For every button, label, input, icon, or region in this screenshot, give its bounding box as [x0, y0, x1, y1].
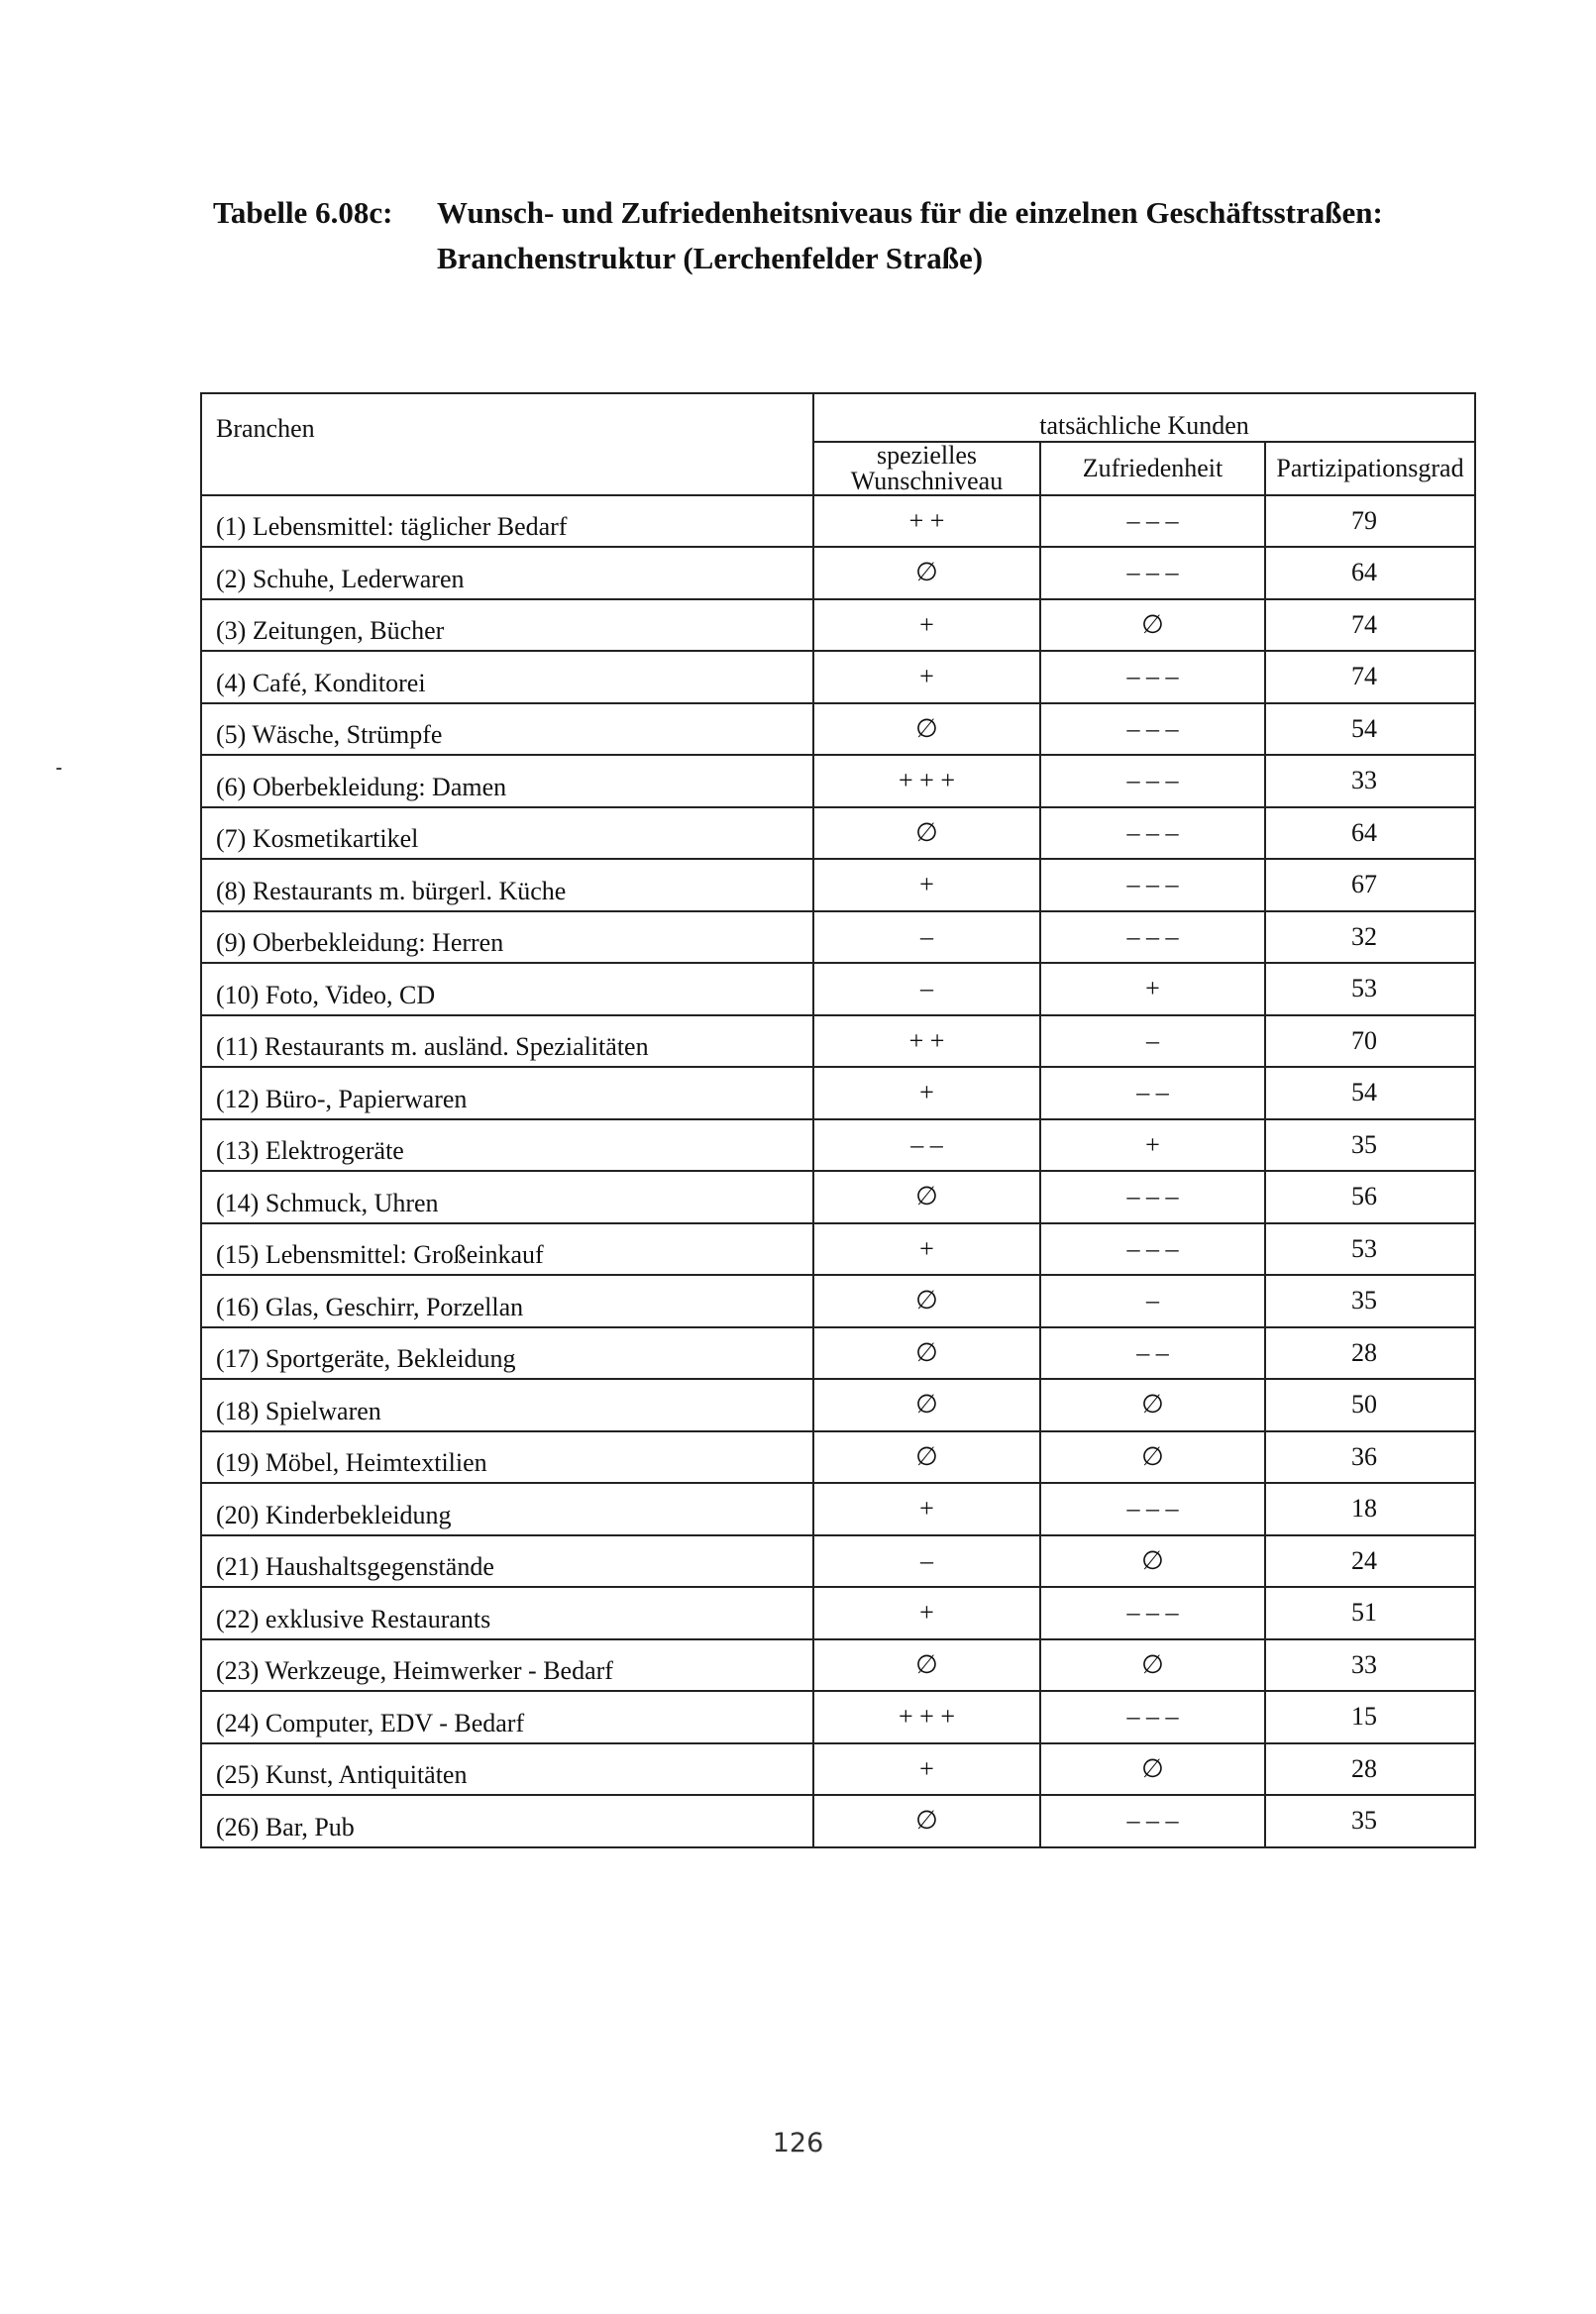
cell-branche: (11) Restaurants m. ausländ. Spezialitäten	[201, 1015, 813, 1068]
cell-wunsch: +	[813, 599, 1040, 652]
table-row	[201, 1587, 1475, 1639]
header-group-kunden: tatsächliche Kunden	[813, 393, 1475, 442]
cell-partizipation: 18	[1265, 1483, 1475, 1535]
cell-branche: (10) Foto, Video, CD	[201, 963, 813, 1015]
cell-zufriedenheit: ∅	[1040, 1639, 1265, 1692]
cell-zufriedenheit: ∅	[1040, 1431, 1265, 1484]
cell-partizipation: 51	[1265, 1587, 1475, 1639]
cell-zufriedenheit: +	[1040, 963, 1265, 1015]
cell-zufriedenheit: – – –	[1040, 1483, 1265, 1535]
cell-partizipation: 54	[1265, 1067, 1475, 1119]
cell-branche: (20) Kinderbekleidung	[201, 1483, 813, 1535]
cell-zufriedenheit: – – –	[1040, 547, 1265, 599]
cell-partizipation: 32	[1265, 911, 1475, 964]
cell-wunsch: – –	[813, 1119, 1040, 1172]
cell-wunsch: ∅	[813, 547, 1040, 599]
table-row	[201, 1743, 1475, 1796]
cell-zufriedenheit: – – –	[1040, 1223, 1265, 1276]
cell-wunsch: –	[813, 1535, 1040, 1588]
table-row	[201, 1327, 1475, 1380]
caption-line-1: Wunsch- und Zufriedenheitsniveaus für die einzelnen Geschäftsstraßen:	[437, 195, 1383, 230]
cell-wunsch: +	[813, 1223, 1040, 1276]
cell-zufriedenheit: ∅	[1040, 1743, 1265, 1796]
header-zufriedenheit: Zufriedenheit	[1040, 442, 1265, 495]
table-row	[201, 1119, 1475, 1172]
cell-wunsch: ∅	[813, 1275, 1040, 1327]
cell-branche: (7) Kosmetikartikel	[201, 807, 813, 860]
cell-zufriedenheit: – – –	[1040, 911, 1265, 964]
caption-line-2: Branchenstruktur (Lerchenfelder Straße)	[437, 241, 984, 275]
header-branchen: Branchen	[201, 393, 813, 495]
cell-wunsch: + +	[813, 495, 1040, 548]
cell-branche: (6) Oberbekleidung: Damen	[201, 755, 813, 807]
cell-branche: (19) Möbel, Heimtextilien	[201, 1431, 813, 1484]
cell-zufriedenheit: – –	[1040, 1327, 1265, 1380]
cell-zufriedenheit: – – –	[1040, 859, 1265, 911]
table-row	[201, 1691, 1475, 1743]
cell-partizipation: 24	[1265, 1535, 1475, 1588]
cell-branche: (12) Büro-, Papierwaren	[201, 1067, 813, 1119]
cell-zufriedenheit: –	[1040, 1015, 1265, 1068]
cell-branche: (13) Elektrogeräte	[201, 1119, 813, 1172]
cell-branche: (14) Schmuck, Uhren	[201, 1171, 813, 1223]
cell-wunsch: +	[813, 1743, 1040, 1796]
cell-branche: (24) Computer, EDV - Bedarf	[201, 1691, 813, 1743]
cell-partizipation: 74	[1265, 651, 1475, 703]
cell-branche: (17) Sportgeräte, Bekleidung	[201, 1327, 813, 1380]
cell-partizipation: 64	[1265, 807, 1475, 860]
cell-partizipation: 74	[1265, 599, 1475, 652]
cell-zufriedenheit: – – –	[1040, 1171, 1265, 1223]
header-partizipation: Partizipationsgrad	[1265, 442, 1475, 495]
cell-partizipation: 67	[1265, 859, 1475, 911]
header-row-top	[201, 393, 1475, 442]
table-row	[201, 651, 1475, 703]
cell-branche: (9) Oberbekleidung: Herren	[201, 911, 813, 964]
cell-wunsch: +	[813, 1587, 1040, 1639]
cell-partizipation: 33	[1265, 1639, 1475, 1692]
cell-zufriedenheit: +	[1040, 1119, 1265, 1172]
table-row	[201, 1171, 1475, 1223]
table-caption	[213, 190, 1501, 281]
page-number: 126	[772, 2128, 824, 2158]
cell-branche: (21) Haushaltsgegenstände	[201, 1535, 813, 1588]
cell-branche: (25) Kunst, Antiquitäten	[201, 1743, 813, 1796]
cell-wunsch: ∅	[813, 1327, 1040, 1380]
cell-wunsch: + +	[813, 1015, 1040, 1068]
table-row	[201, 1223, 1475, 1276]
table-row	[201, 911, 1475, 964]
cell-wunsch: ∅	[813, 1431, 1040, 1484]
cell-partizipation: 15	[1265, 1691, 1475, 1743]
table-row	[201, 1483, 1475, 1535]
cell-partizipation: 33	[1265, 755, 1475, 807]
data-table	[200, 392, 1476, 1848]
cell-partizipation: 79	[1265, 495, 1475, 548]
cell-branche: (26) Bar, Pub	[201, 1795, 813, 1847]
table-row	[201, 1535, 1475, 1588]
cell-branche: (5) Wäsche, Strümpfe	[201, 703, 813, 756]
table-row	[201, 807, 1475, 860]
cell-partizipation: 70	[1265, 1015, 1475, 1068]
cell-wunsch: ∅	[813, 1379, 1040, 1431]
cell-branche: (3) Zeitungen, Bücher	[201, 599, 813, 652]
cell-wunsch: +	[813, 1483, 1040, 1535]
cell-zufriedenheit: – – –	[1040, 1795, 1265, 1847]
cell-partizipation: 53	[1265, 1223, 1475, 1276]
table-row	[201, 1639, 1475, 1692]
cell-wunsch: ∅	[813, 1639, 1040, 1692]
cell-wunsch: + + +	[813, 1691, 1040, 1743]
cell-partizipation: 35	[1265, 1795, 1475, 1847]
table-row	[201, 963, 1475, 1015]
table-row	[201, 703, 1475, 756]
cell-zufriedenheit: – –	[1040, 1067, 1265, 1119]
table-row	[201, 1795, 1475, 1847]
cell-wunsch: ∅	[813, 807, 1040, 860]
table-row	[201, 599, 1475, 652]
cell-partizipation: 54	[1265, 703, 1475, 756]
cell-branche: (4) Café, Konditorei	[201, 651, 813, 703]
cell-partizipation: 50	[1265, 1379, 1475, 1431]
table-row	[201, 1431, 1475, 1484]
cell-wunsch: ∅	[813, 1171, 1040, 1223]
cell-wunsch: ∅	[813, 1795, 1040, 1847]
cell-zufriedenheit: – – –	[1040, 703, 1265, 756]
cell-partizipation: 56	[1265, 1171, 1475, 1223]
cell-partizipation: 28	[1265, 1743, 1475, 1796]
table-row	[201, 1015, 1475, 1068]
cell-branche: (18) Spielwaren	[201, 1379, 813, 1431]
cell-wunsch: –	[813, 911, 1040, 964]
cell-zufriedenheit: – – –	[1040, 651, 1265, 703]
cell-branche: (16) Glas, Geschirr, Porzellan	[201, 1275, 813, 1327]
cell-zufriedenheit: ∅	[1040, 599, 1265, 652]
cell-zufriedenheit: ∅	[1040, 1379, 1265, 1431]
cell-wunsch: +	[813, 651, 1040, 703]
margin-mark	[56, 768, 61, 770]
cell-wunsch: + + +	[813, 755, 1040, 807]
cell-zufriedenheit: –	[1040, 1275, 1265, 1327]
table-row	[201, 547, 1475, 599]
cell-zufriedenheit: – – –	[1040, 755, 1265, 807]
cell-branche: (15) Lebensmittel: Großeinkauf	[201, 1223, 813, 1276]
table-row	[201, 859, 1475, 911]
table-row	[201, 1379, 1475, 1431]
cell-wunsch: +	[813, 1067, 1040, 1119]
table-row	[201, 755, 1475, 807]
cell-partizipation: 35	[1265, 1275, 1475, 1327]
cell-partizipation: 36	[1265, 1431, 1475, 1484]
cell-branche: (22) exklusive Restaurants	[201, 1587, 813, 1639]
cell-zufriedenheit: – – –	[1040, 807, 1265, 860]
cell-zufriedenheit: ∅	[1040, 1535, 1265, 1588]
cell-partizipation: 64	[1265, 547, 1475, 599]
cell-zufriedenheit: – – –	[1040, 1587, 1265, 1639]
cell-branche: (1) Lebensmittel: täglicher Bedarf	[201, 495, 813, 548]
cell-wunsch: +	[813, 859, 1040, 911]
cell-branche: (8) Restaurants m. bürgerl. Küche	[201, 859, 813, 911]
cell-branche: (23) Werkzeuge, Heimwerker - Bedarf	[201, 1639, 813, 1692]
cell-wunsch: ∅	[813, 703, 1040, 756]
cell-partizipation: 28	[1265, 1327, 1475, 1380]
cell-partizipation: 35	[1265, 1119, 1475, 1172]
table-row	[201, 495, 1475, 548]
table-row	[201, 1275, 1475, 1327]
table-row	[201, 1067, 1475, 1119]
header-wunsch: spezielles Wunschniveau	[813, 442, 1040, 495]
cell-branche: (2) Schuhe, Lederwaren	[201, 547, 813, 599]
cell-wunsch: –	[813, 963, 1040, 1015]
caption-label: Tabelle 6.08c:	[213, 195, 393, 230]
cell-partizipation: 53	[1265, 963, 1475, 1015]
cell-zufriedenheit: – – –	[1040, 1691, 1265, 1743]
cell-zufriedenheit: – – –	[1040, 495, 1265, 548]
